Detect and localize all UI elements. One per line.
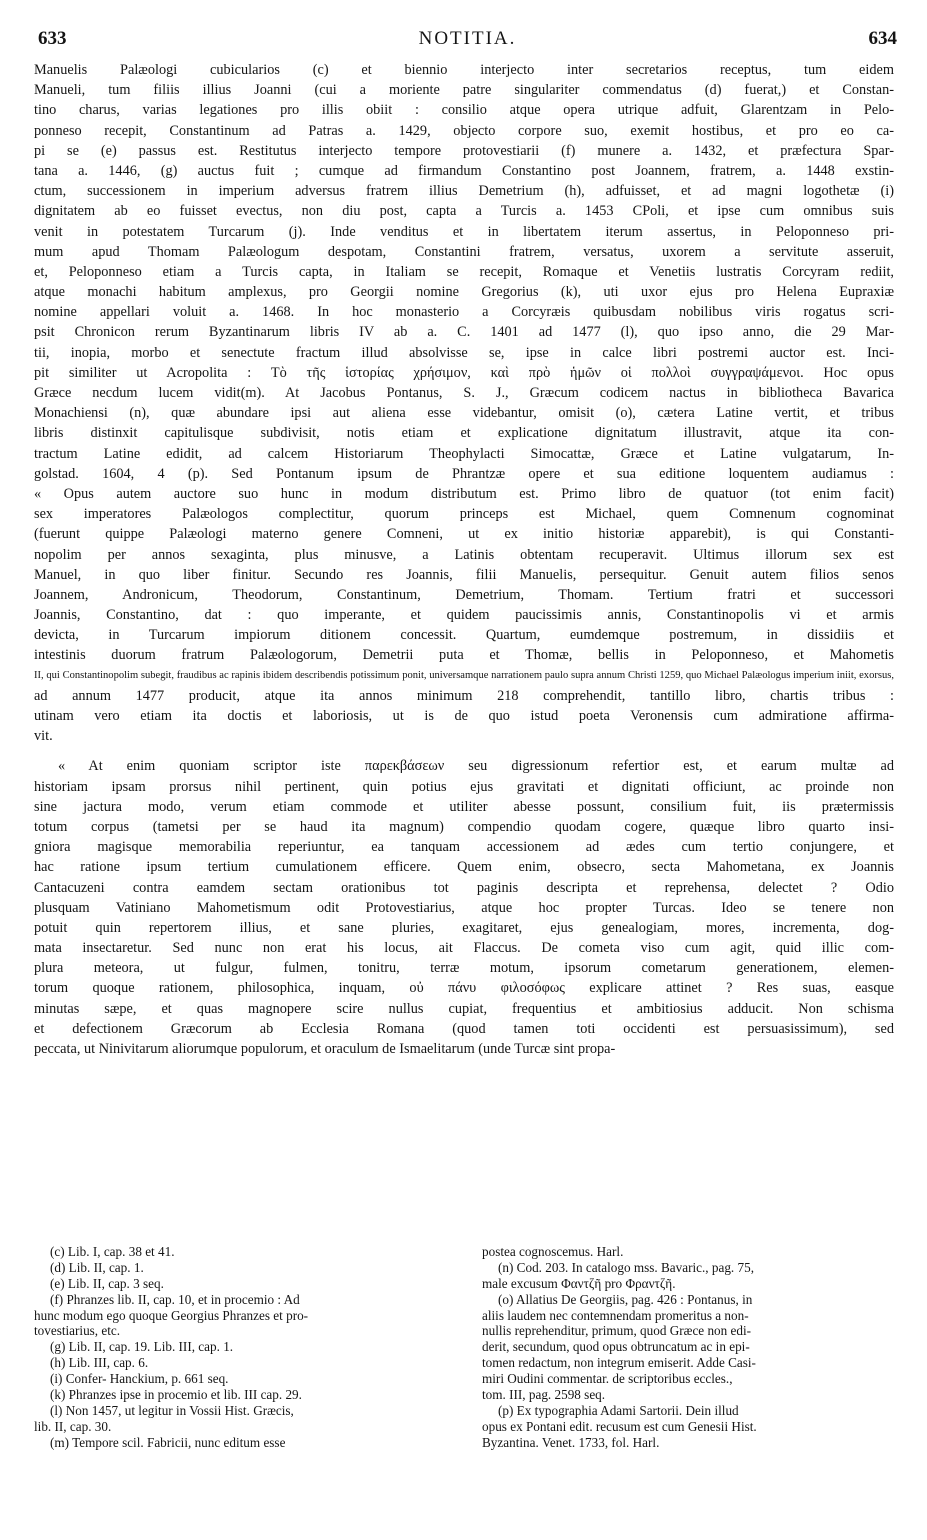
footnote-line: lib. II, cap. 30. xyxy=(34,1418,112,1434)
text-line: « Opus autem auctore suo hunc in modum distributum est. Primo libro de quatuor (tot enim facit) xyxy=(34,485,894,502)
text-line: pi se (e) passus est. Restitutus interjecto tempore protovestiarii (f) munere a. 1432, et præfectura Spar- xyxy=(34,142,894,159)
footnote-line: (o) Allatius De Georgiis, pag. 426 : Pontanus, in xyxy=(498,1291,753,1307)
text-line: Monachiensi (n), quæ abundare ipsi aut aliena esse videbantur, omisit (o), cætera Latine vertit, et tribus xyxy=(34,405,894,422)
text-line: ad annum 1477 producit, atque ita annos minimum 218 comprehendit, tantillo libro, chartis tribus : xyxy=(34,687,894,704)
footnote-line: (i) Confer- Hanckium, p. 661 seq. xyxy=(50,1371,229,1387)
text-line: tractum Latine edidit, ad calcem Historiarum Theophylacti Simocattæ, Græce et Latine vulgatarum, In- xyxy=(34,445,894,462)
footnote-line: (n) Cod. 203. In catalogo mss. Bavaric., pag. 75, xyxy=(498,1259,755,1275)
text-line: mum apud Thomam Palæologum despotam, Constantini fratrem, versatus, uxorem a servitute asseruit, xyxy=(34,243,894,260)
text-line: vit. xyxy=(34,728,53,745)
footnote-line: (k) Phranzes ipse in procemio et lib. III cap. 29. xyxy=(50,1387,302,1403)
text-line: torum quoque rationem, philosophica, inquam, οὐ πάνυ φιλοσόφως explicare attinet ? Res suas, easque xyxy=(34,980,894,997)
text-line: Manuel, in quo liber finitur. Secundo res Joannis, filii Manuelis, persequitur. Genuit autem filios senos xyxy=(34,566,894,583)
paragraph-gap xyxy=(34,746,894,756)
text-line: ctum, successionem in imperium adversus fratrem illius Demetrium (h), adfuisset, et ad magni logothetæ (i) xyxy=(34,183,894,200)
footnote-line: miri Oudini commentar. de scriptoribus eccles., xyxy=(482,1371,733,1387)
footnote-line: male excusum Φαντζῆ pro Φραντζῆ. xyxy=(482,1275,676,1291)
text-line: tii, inopia, morbo et senectute fractum illud absolvisse se, ipse in calce libri postremi auctor est. Inci- xyxy=(34,344,894,361)
footnote-line: hunc modum ego quoque Georgius Phranzes et pro- xyxy=(34,1307,309,1323)
text-line: « At enim quoniam scriptor iste παρεκβάσεων seu digressionum refertior est, et earum multæ ad xyxy=(58,758,894,775)
page-header xyxy=(38,28,897,56)
text-line: II, qui Constantinopolim subegit, fraudibus ac rapinis ibidem describendis potissimum ponit, universamque narrationem paulo supra annum Christi 1259, quo Michael Palæologus imperium iniit, exorsus, xyxy=(34,669,894,681)
text-line: hac ratione ipsum tertium cumulationem efficere. Quem enim, obsecro, secta Mahometana, ex Joannis xyxy=(34,859,894,876)
text-line: Joannis, Constantino, dat : quo imperante, et quidem paucissimis annis, Constantinopolis vi et armis xyxy=(34,607,894,624)
main-text xyxy=(34,60,894,1059)
text-line: plusquam Vatiniano Mahometismum odit Protovestiarius, atque hoc propter Turcas. Ideo se tenere non xyxy=(34,899,894,916)
footnote-line: (f) Phranzes lib. II, cap. 10, et in procemio : Ad xyxy=(50,1291,300,1307)
text-line: atque monachi habitum amplexus, pro Georgii nomine Gregorius (k), uti uxor ejus pro Helena Eupraxiæ xyxy=(34,284,894,301)
text-line: peccata, ut Ninivitarum aliorumque populorum, et oraculum de Ismaelitarum (unde Turcæ sint propa- xyxy=(34,1041,616,1057)
footnote-line: nullis reprehenditur, primum, quod Græce non edi- xyxy=(482,1323,752,1339)
page-number-right: 634 xyxy=(868,28,897,49)
footnote-line: (l) Non 1457, ut legitur in Vossii Hist. Græcis, xyxy=(50,1402,294,1418)
text-line: pit similiter ut Acropolita : Τὸ τῆς ἱστορίας χρήσιμον, καὶ πρὸ ἡμῶν οἱ πολλοὶ συγγραψάμενοι. Hoc opus xyxy=(34,364,894,381)
text-line: libris distinxit capitulisque subdivisit, notis etiam et explicatione dignitatum illustravit, atque ita con- xyxy=(34,425,894,442)
text-line: psit Chronicon rerum Byzantinarum libris IV ab a. C. 1401 ad 1477 (l), quo ipso anno, die 29 Mar- xyxy=(34,324,894,341)
text-line: tana a. 1446, (g) auctus fuit ; cumque ad firmandum Constantino post Joannem, fratrem, a. 1448 exstin- xyxy=(34,162,894,179)
text-line: Græce necdum lucem vidit(m). At Jacobus Pontanus, S. J., Græcum codicem nactus in bibliotheca Bavarica xyxy=(34,385,894,401)
text-line: ponneso recepit, Constantinum ad Patras a. 1429, objecto corpore suo, exemit hostibus, et pro eo ca- xyxy=(34,122,894,139)
footnote-line: aliis laudem nec contemnendam promeritus a non- xyxy=(482,1307,749,1323)
text-line: Cantacuzeni contra eamdem sectam orationibus tot paginis descripta et reprehensa, delectet ? Odio xyxy=(34,879,894,896)
footnote-line: (p) Ex typographia Adami Sartorii. Dein illud xyxy=(498,1402,739,1418)
text-line: golstad. 1604, 4 (p). Sed Pontanum ipsum de Phrantzæ opere et sua editione loquentem audiamus : xyxy=(34,465,894,482)
footnotes-left-column xyxy=(34,1244,454,1451)
text-line: Joannem, Andronicum, Theodorum, Constantinum, Demetrium, Thomam. Tertium fratri et successori xyxy=(34,586,894,603)
running-title: NOTITIA. xyxy=(418,28,517,49)
footnote-line: (c) Lib. I, cap. 38 et 41. xyxy=(50,1244,175,1259)
text-line: dignitatem ab eo fuisset evectus, non diu post, capta a Turcis a. 1453 CPoli, et ipse cum omnibus suis xyxy=(34,203,894,220)
text-line: plura meteora, ut fulgur, fulmen, tonitru, terræ motum, ipsorum cometarum generationem, elemen- xyxy=(34,960,894,977)
text-line: mata insectaretur. Sed nunc non erat his locus, ait Flaccus. De cometa viso cum agit, quid illic com- xyxy=(34,940,894,957)
footnote-line: opus ex Pontani edit. recusum est cum Genesii Hist. xyxy=(482,1418,757,1434)
footnote-line: (d) Lib. II, cap. 1. xyxy=(50,1259,144,1275)
text-line: utinam vero etiam ita doctis et laboriosis, ut is de quo istud poeta Veronensis cum admiratione affirma- xyxy=(34,708,894,724)
footnote-line: (e) Lib. II, cap. 3 seq. xyxy=(50,1275,164,1291)
text-line: sine jactura modo, verum etiam commode et utiliter abesse possunt, consilium fuit, iis prætermissis xyxy=(34,798,894,815)
text-line: et, Peloponneso etiam a Turcis capta, in Italiam se recepit, Romaque et Venetiis lustratis Corcyram rediit, xyxy=(34,263,894,280)
page-number-left: 633 xyxy=(38,28,67,49)
text-line: devicta, in Turcarum impiorum ditionem concessit. Quartum, eumdemque postremum, in dissidiis et xyxy=(34,627,894,644)
text-line: Manuelis Palæologi cubicularios (c) et biennio interjecto inter secretarios receptus, tum eidem xyxy=(34,62,894,78)
footnote-line: postea cognoscemus. Harl. xyxy=(482,1244,624,1259)
text-line: venit in potestatem Turcarum (j). Inde venditus et in libertatem iterum assertus, in Peloponneso pri- xyxy=(34,223,894,240)
footnote-line: derit, secundum, quod opus obtruncatum ac in epi- xyxy=(482,1339,750,1355)
text-line: sex imperatores Palæologos complectitur, quorum princeps est Michael, quem Comnenum cognominat xyxy=(34,506,894,523)
text-line: totum corpus (tametsi per se haud ita magnum) compendio quodam cogere, quæque libro quarto insi- xyxy=(34,818,894,835)
footnote-line: tomen redactum, non integrum emiserit. Adde Casi- xyxy=(482,1355,756,1371)
footnotes-right-column xyxy=(482,1244,902,1451)
text-line: nomine appellari voluit a. 1468. In hoc monasterio a Corcyræis quibusdam nobilibus viris rogatus scri- xyxy=(34,304,894,321)
footnote-line: (h) Lib. III, cap. 6. xyxy=(50,1355,149,1371)
footnote-line: (m) Tempore scil. Fabricii, nunc editum esse xyxy=(50,1434,286,1450)
text-line: intestinis duorum fratrum Palæologorum, Demetrii puta et Thomæ, bellis in Peloponneso, et Mahometis xyxy=(34,647,894,664)
text-line: nopolim per annos sexaginta, plus minusve, a Latinis obtentam recuperavit. Ultimus illorum sex est xyxy=(34,546,894,563)
text-line: et defectionem Græcorum ab Ecclesia Romana (quod tamen toti occidenti est persuasissimum), sed xyxy=(34,1020,894,1037)
footnote-line: tovestiarius, etc. xyxy=(34,1323,121,1339)
footnotes xyxy=(34,1244,904,1534)
text-line: potuit quin repertorem illius, et sane pluries, exagitaret, ejus genealogiam, mores, incrementa, dog- xyxy=(34,919,894,936)
text-line: Manueli, tum filiis illius Joanni (cui a moriente patre singulariter commendatus (d) fuerat,) et Constan- xyxy=(34,82,894,99)
text-line: historiam ipsam prorsus nihil pertinent, quin potius ejus gravitati et dignitati officiunt, ac proinde non xyxy=(34,778,894,795)
text-line: gniora magisque memorabilia reperiuntur, ea tanquam accessionem ad ædes cum tertio conjungere, et xyxy=(34,839,894,856)
text-line: (fuerunt quippe Palæologi materno genere Comneni, ut ex initio historiæ apparebit), is qui Constanti- xyxy=(34,526,894,543)
text-line: tino charus, varias legationes pro illis obiit : consilio atque opera utrique adfuit, Glarentzam in Pelo- xyxy=(34,102,894,119)
text-line: minutas sæpe, et quas magnopere scire nullus cupiat, frequentius et ambitiosius adducit. Non schisma xyxy=(34,1000,894,1017)
footnote-line: Byzantina. Venet. 1733, fol. Harl. xyxy=(482,1434,660,1450)
footnote-line: tom. III, pag. 2598 seq. xyxy=(482,1387,606,1403)
footnote-line: (g) Lib. II, cap. 19. Lib. III, cap. 1. xyxy=(50,1339,234,1355)
